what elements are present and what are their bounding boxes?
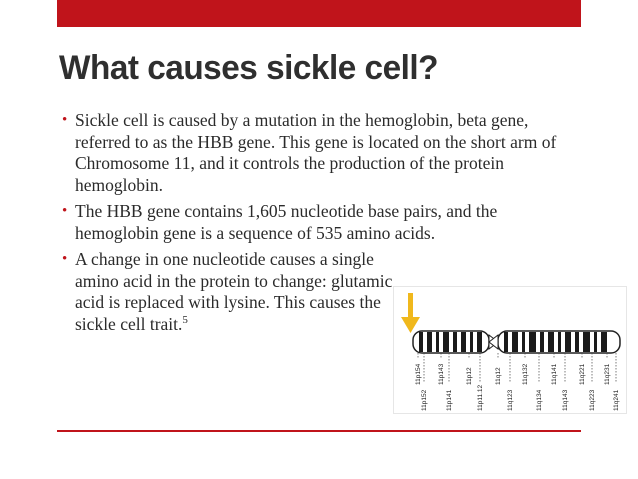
bullet-item	[62, 249, 405, 335]
band-label: 11p141	[446, 389, 453, 411]
band-label: 11q132	[522, 363, 529, 385]
arrow-down-icon	[401, 293, 420, 333]
bullet-marker: •	[62, 112, 68, 128]
bullet-item	[62, 110, 582, 196]
band-label: 11p154	[415, 363, 422, 385]
bullet-marker: •	[62, 203, 68, 219]
band-label: 11p143	[438, 363, 445, 385]
top-accent-bar	[57, 0, 581, 27]
band-label: 11q134	[536, 389, 543, 411]
band-label: 11q221	[579, 363, 586, 385]
footnote-marker: 5	[182, 313, 188, 326]
chromosome-figure	[393, 286, 627, 414]
chromosome-11-ideogram	[394, 287, 626, 413]
band-label: 11p12	[466, 367, 473, 385]
bullet-text: A change in one nucleotide causes a single amino acid in the protein to change: glutamic acid is replaced with lysine. This causes the sickle cell trait.	[75, 249, 393, 334]
band-label: 11q231	[604, 363, 611, 385]
band-label: 11q223	[589, 389, 596, 411]
band-label: 11q143	[562, 389, 569, 411]
band-label: 11q12	[495, 367, 502, 385]
band-label: 11q141	[551, 363, 558, 385]
bullet-text: The HBB gene contains 1,605 nucleotide base pairs, and the hemoglobin gene is a sequence of 535 amino acids.	[75, 201, 498, 243]
band-label: 11p152	[421, 389, 428, 411]
bullet-item	[62, 201, 582, 244]
chromosome-body	[413, 331, 620, 353]
band-label: 11p11.12	[477, 384, 484, 411]
bottom-divider	[57, 430, 581, 432]
bullet-text: Sickle cell is caused by a mutation in the hemoglobin, beta gene, referred to as the HBB gene. This gene is located on the short arm of Chromosome 11, and it controls the production of the protein hemoglobin.	[75, 110, 557, 195]
slide-title: What causes sickle cell?	[59, 49, 439, 87]
band-labels-bottom	[421, 353, 620, 411]
bullet-marker: •	[62, 251, 68, 267]
band-label: 11q123	[507, 389, 514, 411]
band-label: 11q241	[613, 389, 620, 411]
band-labels-top	[415, 353, 611, 385]
